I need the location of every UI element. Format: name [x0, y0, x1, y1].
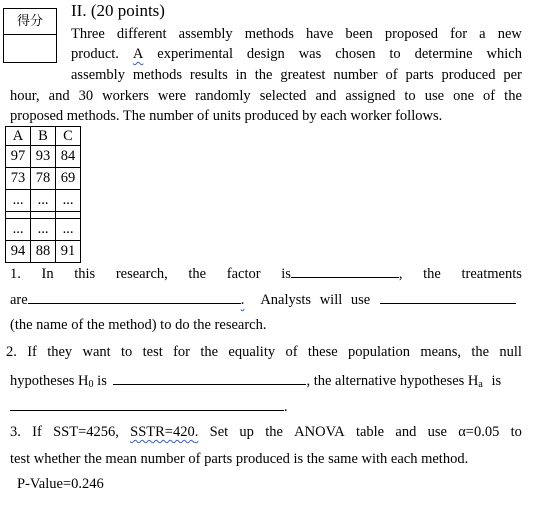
q2-word: to [121, 344, 133, 360]
intro-word: were [157, 88, 187, 104]
table-cell: 91 [56, 241, 81, 263]
table-cell: 78 [31, 168, 56, 190]
q2-hypotheses-label: hypotheses H [10, 373, 89, 389]
intro-line-4 [10, 87, 522, 105]
q1-word: is [281, 266, 291, 282]
q1-word: the [423, 266, 441, 282]
q2-is-2: is [491, 373, 502, 389]
column-header-c: C [56, 127, 81, 146]
q2-word: they [47, 344, 73, 360]
q3-word: the [265, 424, 283, 440]
score-box-label: 得分 [4, 9, 56, 35]
q1-line-3: (the name of the method) to do the research. [10, 317, 267, 333]
q3-word: to [510, 424, 522, 440]
table-row [6, 219, 81, 241]
q3-sstr-group [130, 423, 198, 441]
intro-word: one [453, 88, 475, 104]
alternative-hypothesis-blank[interactable] [10, 396, 284, 411]
intro-word: chosen [335, 46, 376, 62]
intro-word: proposed [384, 26, 439, 42]
q2-word: these [307, 344, 338, 360]
q2-line-3 [10, 396, 288, 416]
intro-word: Three [71, 26, 105, 42]
intro-word: product. [71, 46, 119, 62]
table-cell: 73 [6, 168, 31, 190]
intro-line-5: proposed methods. The number of units produced by each worker follows. [10, 108, 443, 124]
intro-line-1 [71, 25, 522, 43]
intro-word: assigned [345, 88, 396, 104]
q2-line-2 [10, 370, 525, 394]
ha-subscript: a [478, 379, 483, 390]
intro-word: hour, [10, 88, 40, 104]
score-box [3, 8, 57, 63]
h0-subscript: 0 [88, 379, 94, 390]
q2-word: means, [420, 344, 462, 360]
intro-word: design [246, 46, 285, 62]
q2-word: the [200, 344, 219, 360]
q1-are: are [10, 292, 28, 308]
q2-word: test [142, 344, 163, 360]
intro-word: methods [244, 26, 294, 42]
intro-word: which [486, 46, 522, 62]
intro-word: number [333, 67, 378, 83]
table-cell: 69 [56, 168, 81, 190]
table-row [6, 241, 81, 263]
q1-line-2 [10, 289, 522, 309]
question-heading: II. (20 points) [71, 1, 165, 20]
q2-alt-label: , the alternative hypotheses H [306, 373, 479, 389]
intro-word: determine [414, 46, 473, 62]
q2-word: null [499, 344, 522, 360]
table-spacer-row [6, 212, 81, 219]
intro-word: a [479, 26, 486, 42]
intro-line-2 [71, 45, 522, 63]
q1-word: treatments [461, 266, 522, 282]
intro-word: assembly [71, 67, 125, 83]
q1-comma: , [398, 266, 403, 282]
table-cell: 88 [31, 241, 56, 263]
table-row [6, 146, 81, 168]
q3-word: up [239, 424, 254, 440]
intro-word: for [450, 26, 468, 42]
table-cell: ... [6, 190, 31, 212]
table-spacer-cell [6, 212, 31, 219]
intro-word: of [385, 67, 398, 83]
table-spacer-cell [31, 212, 56, 219]
intro-word: methods [132, 67, 182, 83]
q1-word: In [41, 266, 54, 282]
q2-word: If [27, 344, 37, 360]
intro-word: to [389, 46, 401, 62]
method-answer-blank[interactable] [380, 289, 516, 304]
intro-word: selected [259, 88, 307, 104]
q2-word: equality [228, 344, 276, 360]
intro-word: assembly [178, 26, 233, 42]
intro-word: parts [405, 67, 434, 83]
q1-factor-group [281, 263, 402, 283]
factor-answer-blank[interactable] [291, 263, 399, 278]
q1-word: the [188, 266, 207, 282]
intro-word: been [345, 26, 373, 42]
q1-word: research, [115, 266, 168, 282]
q3-word: SST=4256, [53, 424, 119, 440]
table-cell: 93 [31, 146, 56, 168]
null-hypothesis-blank[interactable] [113, 370, 306, 385]
intro-word: and [48, 88, 70, 104]
table-cell: 84 [56, 146, 81, 168]
table-cell: ... [56, 219, 81, 241]
table-cell: 94 [6, 241, 31, 263]
q2-word: want [82, 344, 111, 360]
q3-line-1 [10, 423, 522, 441]
intro-word: of [483, 88, 496, 104]
q1-word: 1. [10, 266, 21, 282]
intro-word: workers [102, 88, 149, 104]
intro-word: was [298, 46, 322, 62]
q2-word: population [347, 344, 411, 360]
q3-word: and [395, 424, 417, 440]
intro-word: experimental [157, 46, 233, 62]
table-cell: ... [31, 219, 56, 241]
column-header-b: B [31, 127, 56, 146]
q2-is: is [97, 373, 107, 389]
table-header-row [6, 127, 81, 146]
intro-word: the [504, 88, 522, 104]
q2-period: . [284, 399, 288, 415]
intro-line-3 [71, 66, 522, 84]
q2-line-1 [6, 343, 522, 361]
treatments-answer-blank[interactable] [28, 289, 241, 304]
q3-line-2: test whether the mean number of parts produced is the same with each method. [10, 451, 469, 467]
intro-word: randomly [195, 88, 251, 104]
q1-word: this [74, 266, 96, 282]
q3-alpha: α=0.05 [458, 424, 500, 440]
q3-word: table [355, 424, 385, 440]
table-row [6, 190, 81, 212]
intro-word: results [189, 67, 228, 83]
intro-word: to [404, 88, 416, 104]
intro-word: use [424, 88, 445, 104]
table-spacer-cell [56, 212, 81, 219]
intro-word: produced [441, 67, 496, 83]
intro-word: the [254, 67, 273, 83]
intro-word: per [503, 67, 522, 83]
table-cell: 97 [6, 146, 31, 168]
column-header-a: A [6, 127, 31, 146]
intro-word: and [315, 88, 337, 104]
q2-word: 2. [6, 344, 17, 360]
intro-word: A [132, 46, 144, 62]
intro-word: have [305, 26, 334, 42]
table-row [6, 168, 81, 190]
intro-word: new [497, 26, 522, 42]
data-table [5, 126, 81, 263]
q3-word: If [32, 424, 42, 440]
intro-word: in [235, 67, 247, 83]
q3-word: ANOVA [294, 424, 345, 440]
q1-word: factor [226, 266, 261, 282]
q1-period: . [240, 292, 245, 308]
p-value: P-Value=0.246 [17, 476, 104, 492]
q3-word: use [427, 424, 447, 440]
intro-word: greatest [280, 67, 326, 83]
table-cell: ... [31, 190, 56, 212]
q1-line-1 [10, 263, 522, 283]
q3-word: 3. [10, 424, 21, 440]
intro-word: different [116, 26, 167, 42]
table-cell: ... [56, 190, 81, 212]
q2-word: the [471, 344, 490, 360]
q3-period: . [194, 424, 199, 440]
intro-word: 30 [78, 88, 94, 104]
q2-word: for [173, 344, 191, 360]
q1-analysts: Analysts will use [260, 292, 371, 308]
table-cell: ... [6, 219, 31, 241]
q3-word: Set [209, 424, 229, 440]
q3-sstr: SSTR=420 [130, 424, 195, 440]
q2-word: of [285, 344, 298, 360]
